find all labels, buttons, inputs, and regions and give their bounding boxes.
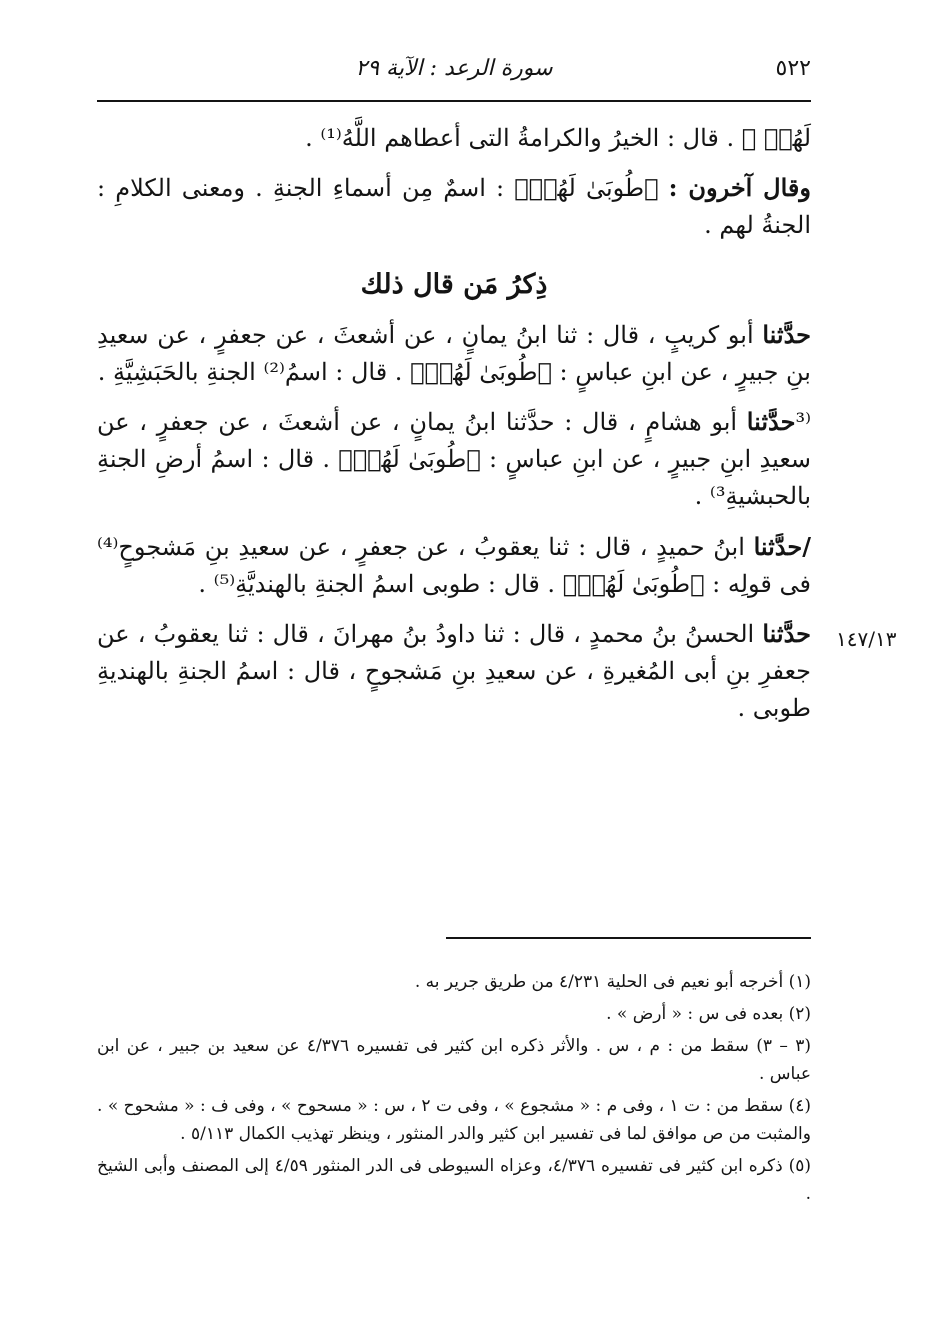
main-text (97, 120, 811, 739)
paragraph-6-lead: حدَّثنا (762, 618, 811, 648)
paragraph-3 (97, 316, 811, 391)
running-header (97, 40, 811, 98)
footnote-1: (١) أخرجه أبو نعيم فى الحلية ٤/٢٣١ من طريق جرير به . (414, 972, 811, 992)
paragraph-5 (97, 528, 811, 603)
paragraph-2 (97, 169, 811, 244)
footnote-5: (٥) ذكره ابن كثير فى تفسيره ٤/٣٧٦، وعزاه السيوطى فى الدر المنثور ٤/٥٩ إلى المصنف وأبى الشيخ . (97, 1156, 811, 1205)
paragraph-4-text: أبو هشامٍ ، قال : حدَّثنا ابنُ يمانٍ ، عن أشعثَ ، عن جعفرٍ ، عن سعيدِ ابنِ جبيرٍ ، عن ابنِ عباسٍ : ﴿طُوبَىٰ لَهُمۡ﴾ . قال : اسمُ أرضِ الجنةِ بالحبشيةِ³⁾ . (97, 407, 811, 511)
footnote-4: (٤) سقط من : ت ١ ، وفى م : « مشجوع » ، وفى ت ٢ ، س : « مسحوح » ، وفى ف : « مشحوح » . والمثبت من ص موافق لما فى تفسير ابن كثير والدر المنثور ، وينظر تهذيب الكمال ٥/١١٣ . (97, 1096, 811, 1145)
paragraph-2-text: ﴿طُوبَىٰ لَهُمۡ﴾ : اسمٌ مِن أسماءِ الجنةِ . ومعنى الكلامِ : الجنةُ لهم . (97, 174, 811, 240)
paragraph-4 (97, 403, 811, 516)
footnote-3: (٣ – ٣) سقط من : م ، س . والأثر ذكره ابن كثير فى تفسيره ٤/٣٧٦ عن سعيد بن جبير ، عن ابن عباس . (97, 1036, 811, 1085)
paragraph-2-lead: وقال آخرون : (668, 173, 811, 203)
paragraph-4-lead: حدَّثنا (746, 406, 796, 436)
footnote-2: (٢) بعده فى س : « أرض » . (606, 1004, 811, 1025)
paragraph-1 (97, 120, 811, 157)
paragraph-5-lead: /حدَّثنا (753, 531, 811, 561)
page-number: ٥٢٢ (775, 56, 811, 81)
paragraph-5-text: ابنُ حميدٍ ، قال : ثنا يعقوبُ ، عن جعفرٍ ، عن سعيدِ بنِ مَشجوحٍ⁽⁴⁾ فى قولِه : ﴿طُوبَىٰ لَهُمۡ﴾ . قال : طوبى اسمُ الجنةِ بالهنديَّةِ⁽⁵⁾ . (97, 532, 811, 598)
footnotes (97, 968, 811, 1212)
header-title: سورة الرعد : الآية ٢٩ (355, 56, 553, 81)
paragraph-3-text: أبو كريبٍ ، قال : ثنا ابنُ يمانٍ ، عن أشعثَ ، عن جعفرٍ ، عن سعيدِ بنِ جبيرٍ ، عن ابنِ عباسٍ : ﴿طُوبَىٰ لَهُمۡ﴾ . قال : اسمُ⁽²⁾ الجنةِ بالحَبَشِيَّةِ . (97, 320, 811, 386)
paragraph-3-lead: حدَّثنا (762, 319, 811, 349)
paragraph-6-text: الحسنُ بنُ محمدٍ ، قال : ثنا داودُ بنُ مهرانَ ، قال : ثنا يعقوبُ ، عن جعفرِ بنِ أبى المُغيرةِ ، عن سعيدِ بنِ مَشجوحٍ ، قال : اسمُ الجنةِ بالهنديةِ طوبى . (97, 619, 811, 723)
header-rule (97, 100, 811, 102)
footnote-separator (446, 937, 811, 939)
margin-reference: ١٤٧/١٣ (836, 627, 897, 651)
paragraph-6 (97, 615, 811, 728)
paragraph-1-text: لَهُمۡ ﴾ . قال : الخيرُ والكرامةُ التى أعطاهم اللَّهُ⁽¹⁾ . (305, 124, 811, 152)
paragraph-4-marker: ⁽³ (795, 407, 811, 436)
section-heading: ذِكرُ مَن قال ذلك (360, 268, 548, 300)
